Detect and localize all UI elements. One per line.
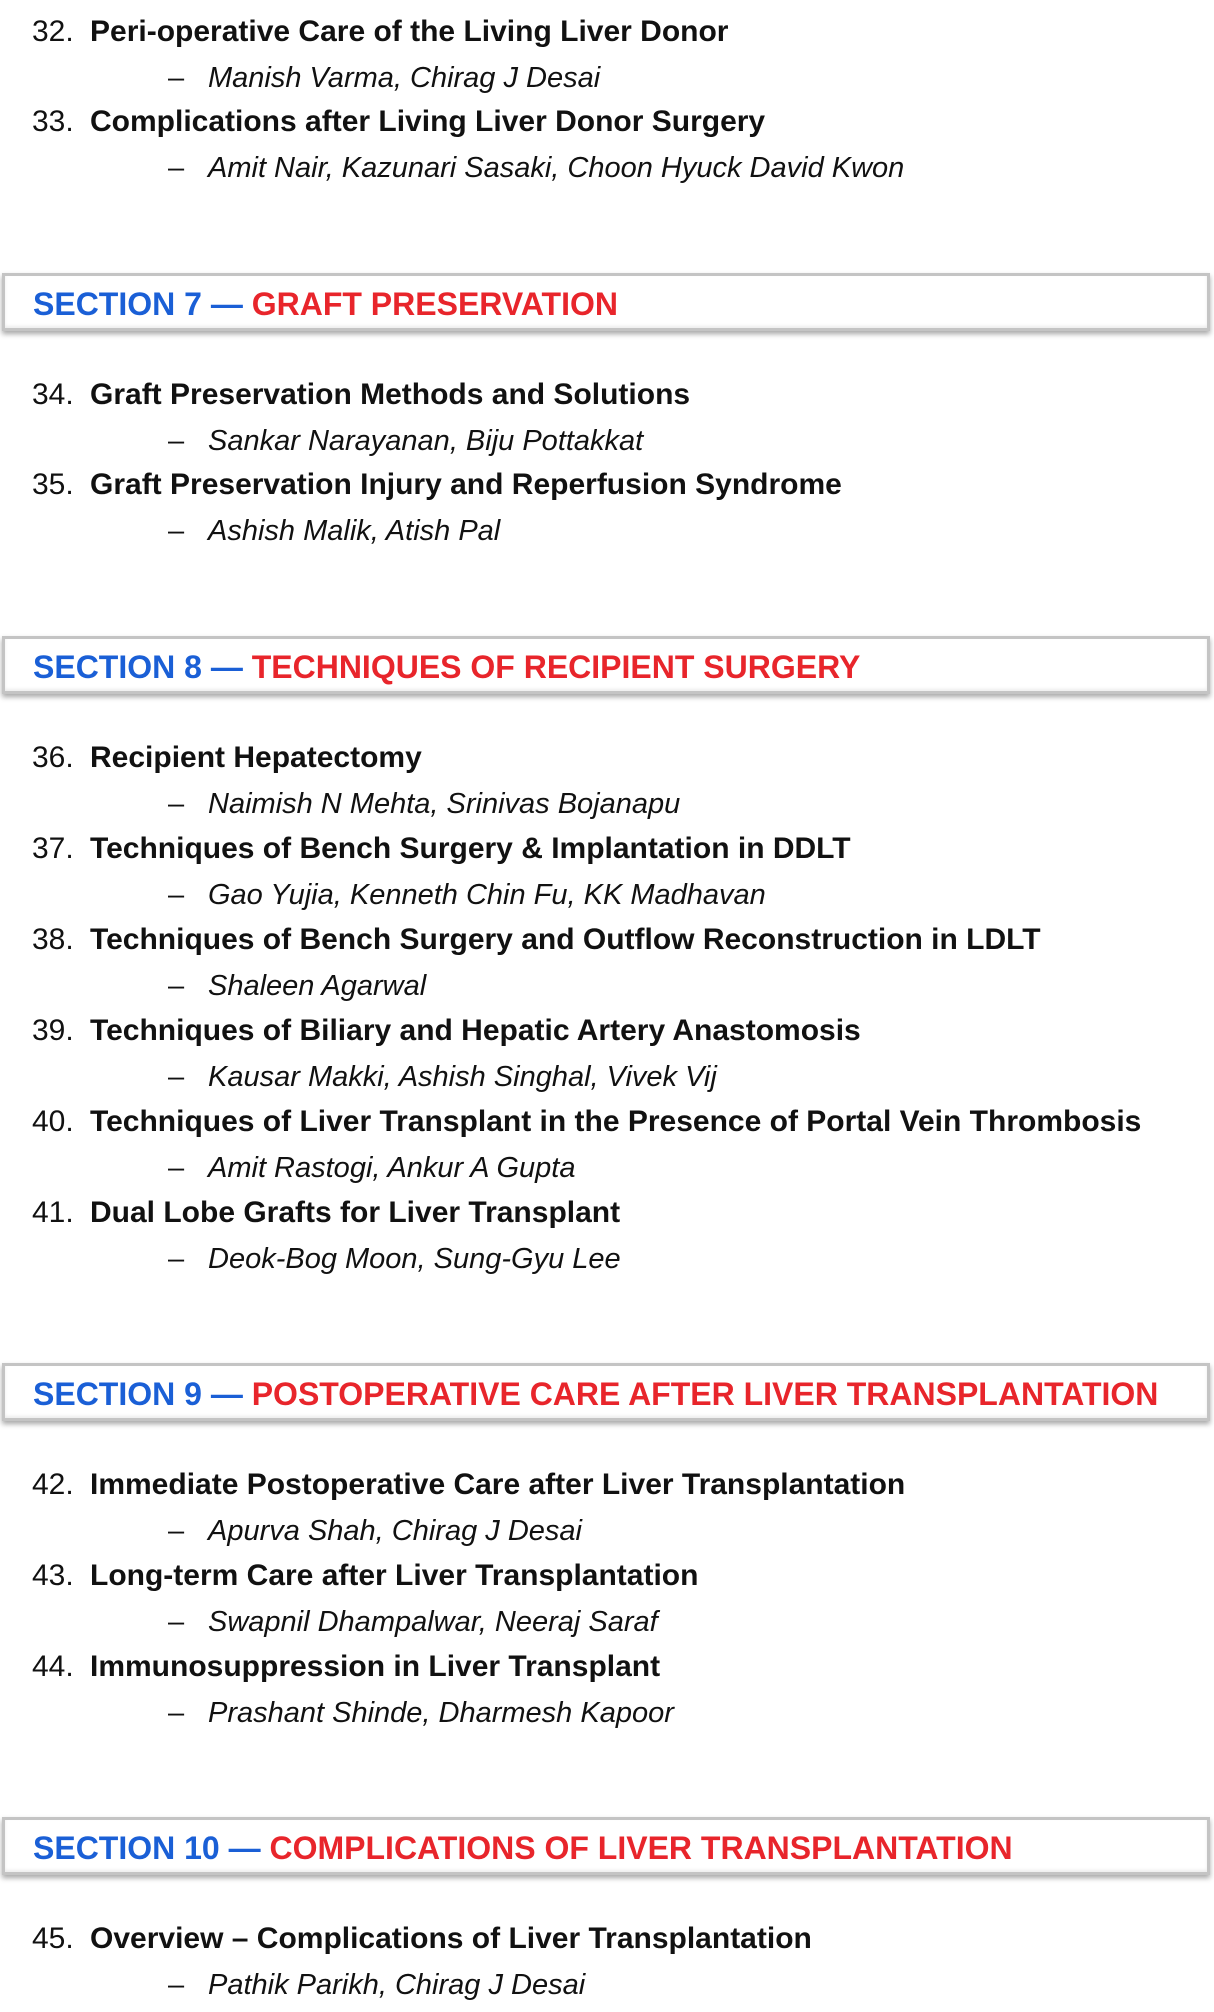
author-names: Naimish N Mehta, Srinivas Bojanapu (208, 788, 681, 820)
chapter-heading (32, 373, 690, 417)
section-header (2, 636, 1210, 694)
chapter-authors (168, 1691, 674, 1735)
section-dash: — (210, 649, 243, 685)
chapter-title: Long-term Care after Liver Transplantation (90, 1559, 699, 1592)
author-dash: – (168, 1152, 185, 1184)
chapter-authors (168, 509, 500, 553)
chapter-title: Techniques of Bench Surgery and Outflow Reconstruction in LDLT (90, 923, 1041, 956)
section-label: SECTION 9 (33, 1376, 202, 1412)
section-label: SECTION 8 (33, 649, 202, 685)
section-dash: — (210, 1376, 243, 1412)
chapter-authors (168, 1146, 575, 1190)
author-names: Deok-Bog Moon, Sung-Gyu Lee (208, 1243, 621, 1275)
section-heading (33, 276, 618, 328)
chapter-authors (168, 419, 643, 463)
section-title: GRAFT PRESERVATION (251, 286, 618, 322)
chapter-title: Graft Preservation Methods and Solutions (90, 378, 691, 411)
chapter-heading (32, 1645, 660, 1689)
chapter-number: 38. (32, 923, 74, 956)
chapter-heading (32, 1100, 1141, 1144)
section-header (2, 1817, 1210, 1875)
section-dash: — (228, 1830, 261, 1866)
section-dash: — (210, 286, 243, 322)
author-names: Gao Yujia, Kenneth Chin Fu, KK Madhavan (208, 879, 766, 911)
section-label: SECTION 10 (33, 1830, 220, 1866)
section-heading (33, 639, 860, 691)
chapter-number: 43. (32, 1559, 74, 1592)
author-names: Swapnil Dhampalwar, Neeraj Saraf (208, 1606, 658, 1638)
author-dash: – (168, 788, 185, 820)
author-dash: – (168, 1061, 185, 1093)
section-title: TECHNIQUES OF RECIPIENT SURGERY (251, 649, 861, 685)
chapter-heading (32, 100, 765, 144)
author-names: Apurva Shah, Chirag J Desai (208, 1515, 582, 1547)
chapter-authors (168, 1055, 717, 1099)
chapter-title: Immediate Postoperative Care after Liver Transplantation (90, 1468, 906, 1501)
section-header (2, 273, 1210, 331)
chapter-number: 32. (32, 15, 74, 48)
chapter-number: 37. (32, 832, 74, 865)
chapter-number: 39. (32, 1014, 74, 1047)
chapter-title: Complications after Living Liver Donor Surgery (90, 105, 766, 138)
chapter-heading (32, 1009, 861, 1053)
section-heading (33, 1820, 1013, 1872)
chapter-authors (168, 782, 680, 826)
author-dash: – (168, 1969, 185, 2001)
author-dash: – (168, 970, 185, 1002)
section-header (2, 1363, 1210, 1421)
chapter-authors (168, 1600, 658, 1644)
section-title: COMPLICATIONS OF LIVER TRANSPLANTATION (269, 1830, 1013, 1866)
chapter-heading (32, 827, 851, 871)
author-dash: – (168, 1515, 185, 1547)
author-dash: – (168, 1606, 185, 1638)
author-names: Pathik Parikh, Chirag J Desai (208, 1969, 586, 2001)
chapter-heading (32, 918, 1041, 962)
chapter-title: Overview – Complications of Liver Transplantation (90, 1922, 812, 1955)
chapter-authors (168, 1509, 582, 1553)
chapter-heading (32, 1191, 620, 1235)
chapter-title: Dual Lobe Grafts for Liver Transplant (90, 1196, 621, 1229)
chapter-title: Techniques of Biliary and Hepatic Artery Anastomosis (90, 1014, 861, 1047)
author-dash: – (168, 1697, 185, 1729)
author-names: Kausar Makki, Ashish Singhal, Vivek Vij (208, 1061, 717, 1093)
section-heading (33, 1366, 1158, 1418)
author-names: Prashant Shinde, Dharmesh Kapoor (208, 1697, 674, 1729)
chapter-title: Techniques of Bench Surgery & Implantation in DDLT (90, 832, 851, 865)
author-names: Shaleen Agarwal (208, 970, 427, 1002)
author-names: Amit Nair, Kazunari Sasaki, Choon Hyuck David Kwon (208, 152, 905, 184)
chapter-heading (32, 10, 728, 54)
chapter-title: Immunosuppression in Liver Transplant (90, 1650, 661, 1683)
chapter-heading (32, 1463, 905, 1507)
chapter-number: 45. (32, 1922, 74, 1955)
chapter-authors (168, 873, 766, 917)
chapter-heading (32, 1554, 698, 1598)
chapter-heading (32, 463, 842, 507)
chapter-heading (32, 736, 422, 780)
author-names: Amit Rastogi, Ankur A Gupta (208, 1152, 576, 1184)
author-dash: – (168, 879, 185, 911)
chapter-number: 33. (32, 105, 74, 138)
chapter-number: 36. (32, 741, 74, 774)
chapter-number: 44. (32, 1650, 74, 1683)
chapter-number: 42. (32, 1468, 74, 1501)
chapter-number: 41. (32, 1196, 74, 1229)
chapter-number: 35. (32, 468, 74, 501)
author-dash: – (168, 1243, 185, 1275)
chapter-number: 34. (32, 378, 74, 411)
author-dash: – (168, 152, 185, 184)
chapter-authors (168, 964, 426, 1008)
section-title: POSTOPERATIVE CARE AFTER LIVER TRANSPLANTATION (251, 1376, 1159, 1412)
author-names: Ashish Malik, Atish Pal (208, 515, 501, 547)
chapter-number: 40. (32, 1105, 74, 1138)
chapter-title: Peri-operative Care of the Living Liver Donor (90, 15, 729, 48)
section-label: SECTION 7 (33, 286, 202, 322)
author-dash: – (168, 425, 185, 457)
chapter-heading (32, 1917, 812, 1961)
chapter-authors (168, 56, 600, 100)
author-names: Sankar Narayanan, Biju Pottakkat (208, 425, 644, 457)
chapter-authors (168, 1237, 621, 1281)
author-names: Manish Varma, Chirag J Desai (208, 62, 601, 94)
chapter-title: Recipient Hepatectomy (90, 741, 422, 774)
chapter-title: Techniques of Liver Transplant in the Presence of Portal Vein Thrombosis (90, 1105, 1142, 1138)
chapter-authors (168, 146, 904, 190)
author-dash: – (168, 515, 185, 547)
chapter-authors (168, 1963, 585, 2007)
chapter-title: Graft Preservation Injury and Reperfusion Syndrome (90, 468, 842, 501)
author-dash: – (168, 62, 185, 94)
